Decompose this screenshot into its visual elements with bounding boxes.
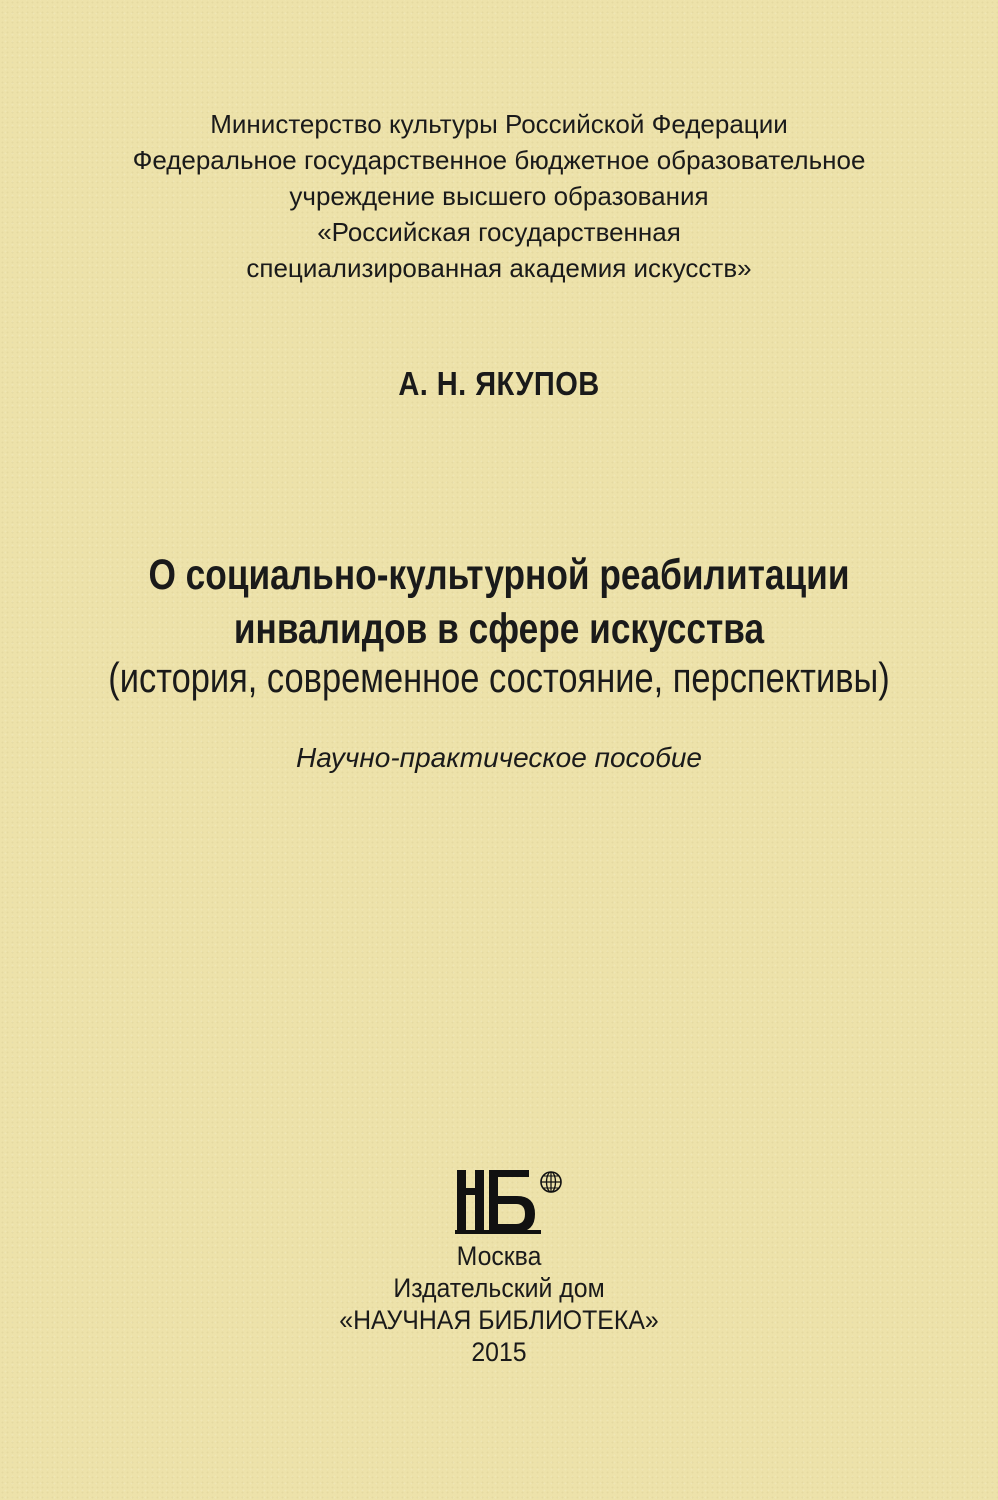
organization-line-4: «Российская государственная [317,217,681,247]
organization-ministry: Министерство культуры Российской Федерации [210,109,788,139]
author-name: А. Н. ЯКУПОВ [398,365,600,402]
book-genre: Научно-практическое пособие [296,742,702,773]
publisher-city: Москва [456,1241,542,1271]
publication-year: 2015 [471,1337,527,1367]
publisher-logo-icon [455,1166,565,1238]
book-subtitle: (история, современное состояние, перспективы) [108,654,890,701]
organization-line-3: учреждение высшего образования [289,181,709,211]
book-title-line-2: инвалидов в сфере искусства [233,605,765,653]
organization-block [0,106,998,286]
organization-line-5: специализированная академия искусств» [246,253,752,283]
publisher-house-line-2: «НАУЧНАЯ БИБЛИОТЕКА» [339,1305,659,1335]
publisher-block [40,1240,958,1368]
book-title [90,548,908,656]
organization-line-2: Федеральное государственное бюджетное образовательное [132,145,866,175]
book-title-line-1: О социально-культурной реабилитации [148,551,850,599]
publisher-house-line-1: Издательский дом [393,1273,605,1303]
